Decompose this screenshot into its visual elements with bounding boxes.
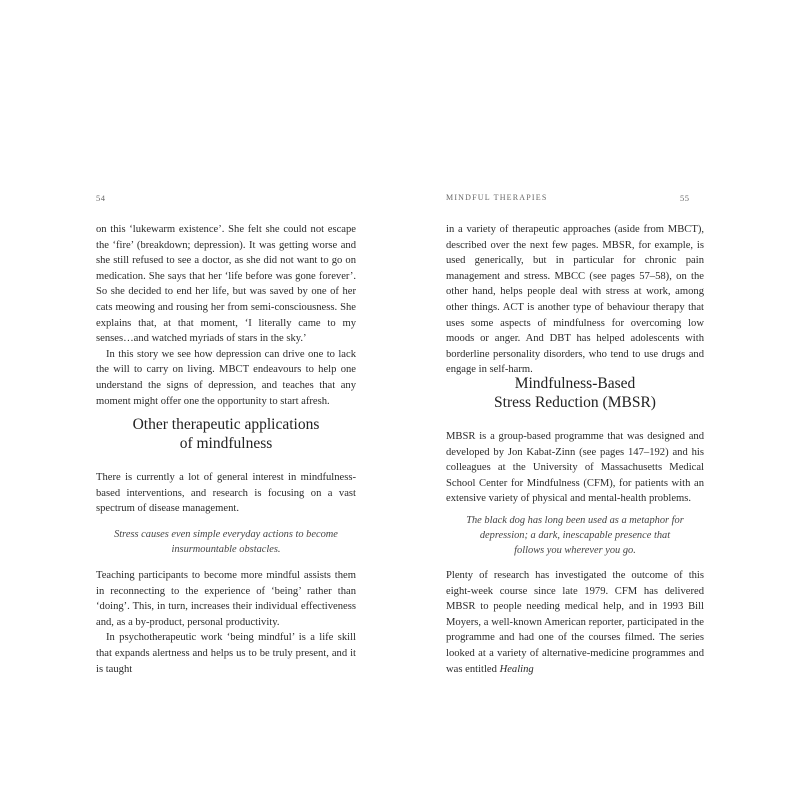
section-heading-mbsr (446, 374, 704, 412)
right-mbsr-text (446, 429, 704, 507)
left-bottom-text (96, 568, 356, 677)
right-bottom-text (446, 568, 704, 677)
pullquote-line: The black dog has long been used as a metaphor for (466, 515, 684, 526)
body-text: Plenty of research has investigated the outcome of this eight-week course since late 1979. CFM has delivered MBSR to people needing medical help, and in 1993 Bill Moyers, a well-known American reporter, participated in the programme and had one of the courses filmed. The series looked at a variety of alternative-medicine programmes and was entitled (446, 570, 704, 675)
body-paragraph: There is currently a lot of general interest in mindfulness-based interventions, and research is focusing on a vast spectrum of disease management. (96, 472, 356, 515)
body-paragraph: In psychotherapeutic work ‘being mindful’ is a life skill that expands alertness and helps us to be truly present, and it is taught (96, 632, 356, 675)
pullquote-line: Stress causes even simple everyday actions to become (114, 529, 338, 540)
pullquote-right (446, 513, 704, 558)
heading-line: of mindfulness (179, 435, 273, 452)
pullquote-line: follows you wherever you go. (514, 545, 636, 556)
left-top-text (96, 222, 356, 409)
pullquote-line: depression; a dark, inescapable presence that (479, 530, 671, 541)
body-paragraph (446, 568, 704, 677)
right-top-text (446, 222, 704, 378)
right-page (400, 0, 800, 800)
body-paragraph: In this story we see how depression can drive one to lack the will to carry on living. MBCT endeavours to help one understand the signs of depression, and teaches that any moment might offer one the opportunity to start afresh. (96, 348, 356, 407)
pullquote-line: insurmountable obstacles. (171, 544, 281, 555)
heading-line: Mindfulness-Based (514, 375, 636, 392)
running-head: MINDFUL THERAPIES (446, 193, 548, 202)
heading-line: Other therapeutic applications (132, 416, 320, 433)
heading-line: Stress Reduction (MBSR) (494, 394, 656, 411)
pullquote-left (96, 527, 356, 557)
page-number-left: 54 (96, 193, 106, 203)
left-intro-text (96, 470, 356, 517)
italic-title: Healing (499, 663, 534, 675)
section-heading-other-applications (96, 415, 356, 453)
body-paragraph: in a variety of therapeutic approaches (aside from MBCT), described over the next few pages. MBSR, for example, is used generically, but in particular for chronic pain management and stress. MBCC (see pages 57–58), on the other hand, helps people deal with stress at work, among other things. ACT is another type of behaviour therapy that uses some aspects of mindfulness for overcoming low moods or anger. And DBT has helped adolescents with borderline personality disorders, who tend to use drugs and engage in self-harm. (446, 224, 704, 376)
page-number-right: 55 (680, 193, 690, 203)
body-paragraph: Teaching participants to become more mindful assists them in reconnecting to the experience of ‘being’ rather than ‘doing’. This, in turn, increases their individual effectiveness and, as a by-product, personal productivity. (96, 570, 356, 628)
body-paragraph: on this ‘lukewarm existence’. She felt she could not escape the ‘fire’ (breakdown; depression). It was getting worse and she still refused to see a doctor, as she did not want to go on medication. She says that her ‘life before was gone forever’. So she decided to end her life, but was saved by one of her cats meowing and rousing her from semi-consciousness. She explains that, at that moment, ‘I literally came to my senses…and watched myriads of stars in the sky.’ (96, 224, 356, 345)
body-paragraph: MBSR is a group-based programme that was designed and developed by Jon Kabat-Zinn (see pages 147–192) and his colleagues at the University of Massachusetts Medical School Center for Mindfulness (CFM), for patients with an extensive variety of physical and mental-health problems. (446, 431, 704, 505)
